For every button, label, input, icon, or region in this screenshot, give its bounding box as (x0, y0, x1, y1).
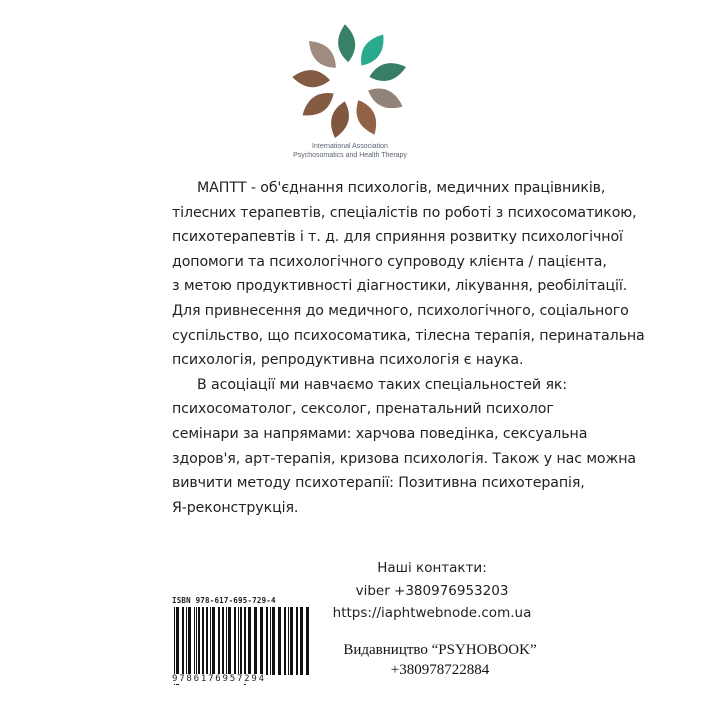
publisher-phone: +380978722884 (390, 662, 490, 678)
text-line: МАПТТ - об'єднання психологів, медичних працівників, (197, 180, 606, 196)
contacts-title: Наші контакти: (377, 560, 487, 576)
text-line: В асоціації ми навчаємо таких спеціальностей як: (197, 376, 568, 393)
text-line: вивчити методу психотерапії: Позитивна психотерапія, (172, 475, 585, 492)
barcode-bar (254, 607, 257, 675)
barcode-bar (248, 607, 251, 675)
barcode-bar (272, 607, 275, 675)
text-line: психологія, репродуктивна психологія є наука. (172, 352, 524, 369)
barcode-bar (270, 607, 271, 675)
text-line: з метою продуктивності діагностики, лікування, реобілітації. (172, 278, 628, 295)
text-line: допомоги та психологічного супроводу клієнта / пацієнта, (172, 253, 607, 270)
logo-petal (367, 59, 408, 85)
barcode-bar (306, 607, 309, 675)
barcode-bar (202, 607, 204, 675)
barcode-bar (210, 607, 211, 675)
isbn-text: ISBN 978-617-695-729-4 (172, 596, 276, 605)
text-line: психотерапевтів і т. д. для сприяння розвитку психологічної (172, 229, 623, 246)
barcode-bar (300, 607, 303, 675)
barcode-bar (290, 607, 293, 675)
barcode-bar (288, 607, 289, 675)
barcode-bar (186, 607, 187, 675)
viber-contact: viber +380976953203 (355, 583, 509, 599)
barcode-bar (284, 607, 286, 675)
text-line: семінари за напрямами: харчова поведінка, сексуальна (172, 425, 588, 442)
description-text (172, 176, 645, 520)
barcode-bar (196, 607, 197, 675)
barcode-bar (226, 607, 227, 675)
text-line: суспільство, що психосоматика, тілесна терапія, перинатальна (172, 327, 645, 344)
text-line: Я-реконструкція. (172, 499, 299, 516)
logo-petal (303, 35, 342, 74)
barcode-bar (240, 607, 242, 675)
barcode-bar (266, 607, 268, 675)
barcode-bar (198, 607, 200, 675)
barcode-bar (238, 607, 239, 675)
barcode-digits: 9786176957294 (172, 674, 266, 684)
logo-petal (291, 68, 330, 88)
text-line: здоров'я, арт-терапія, кризова психологія. Також у нас можна (172, 450, 636, 467)
publisher-name: Видавництво “PSYHOBOOK” (343, 642, 537, 658)
barcode-bar (182, 607, 184, 675)
barcode-bar (206, 607, 208, 675)
barcode-bar (188, 607, 191, 675)
barcode-bar (194, 607, 195, 675)
text-line: Для привнесення до медичного, психологічного, соціального (172, 302, 629, 319)
association-logo (290, 22, 410, 142)
barcode-bar (212, 607, 215, 675)
logo-caption-line1: International Association (312, 143, 388, 150)
barcode-bar (234, 607, 236, 675)
barcode-bar (260, 607, 263, 675)
barcode-bar (228, 607, 231, 675)
text-line: тілесних терапевтів, спеціалістів по роботі з психосоматикою, (172, 204, 637, 221)
logo-petal (336, 23, 356, 62)
isbn-barcode (172, 598, 315, 686)
barcode-bar (222, 607, 224, 675)
logo-petal (327, 99, 353, 140)
barcode-bar (278, 607, 281, 675)
logo-caption-line2: Psychosomatics and Health Therapy (293, 152, 407, 159)
website-link[interactable]: https://iaphtwebnode.com.ua (332, 605, 532, 621)
text-line: психосоматолог, сексолог, пренатальний психолог (172, 401, 554, 418)
barcode-bar (218, 607, 220, 675)
barcode-bar (296, 607, 298, 675)
